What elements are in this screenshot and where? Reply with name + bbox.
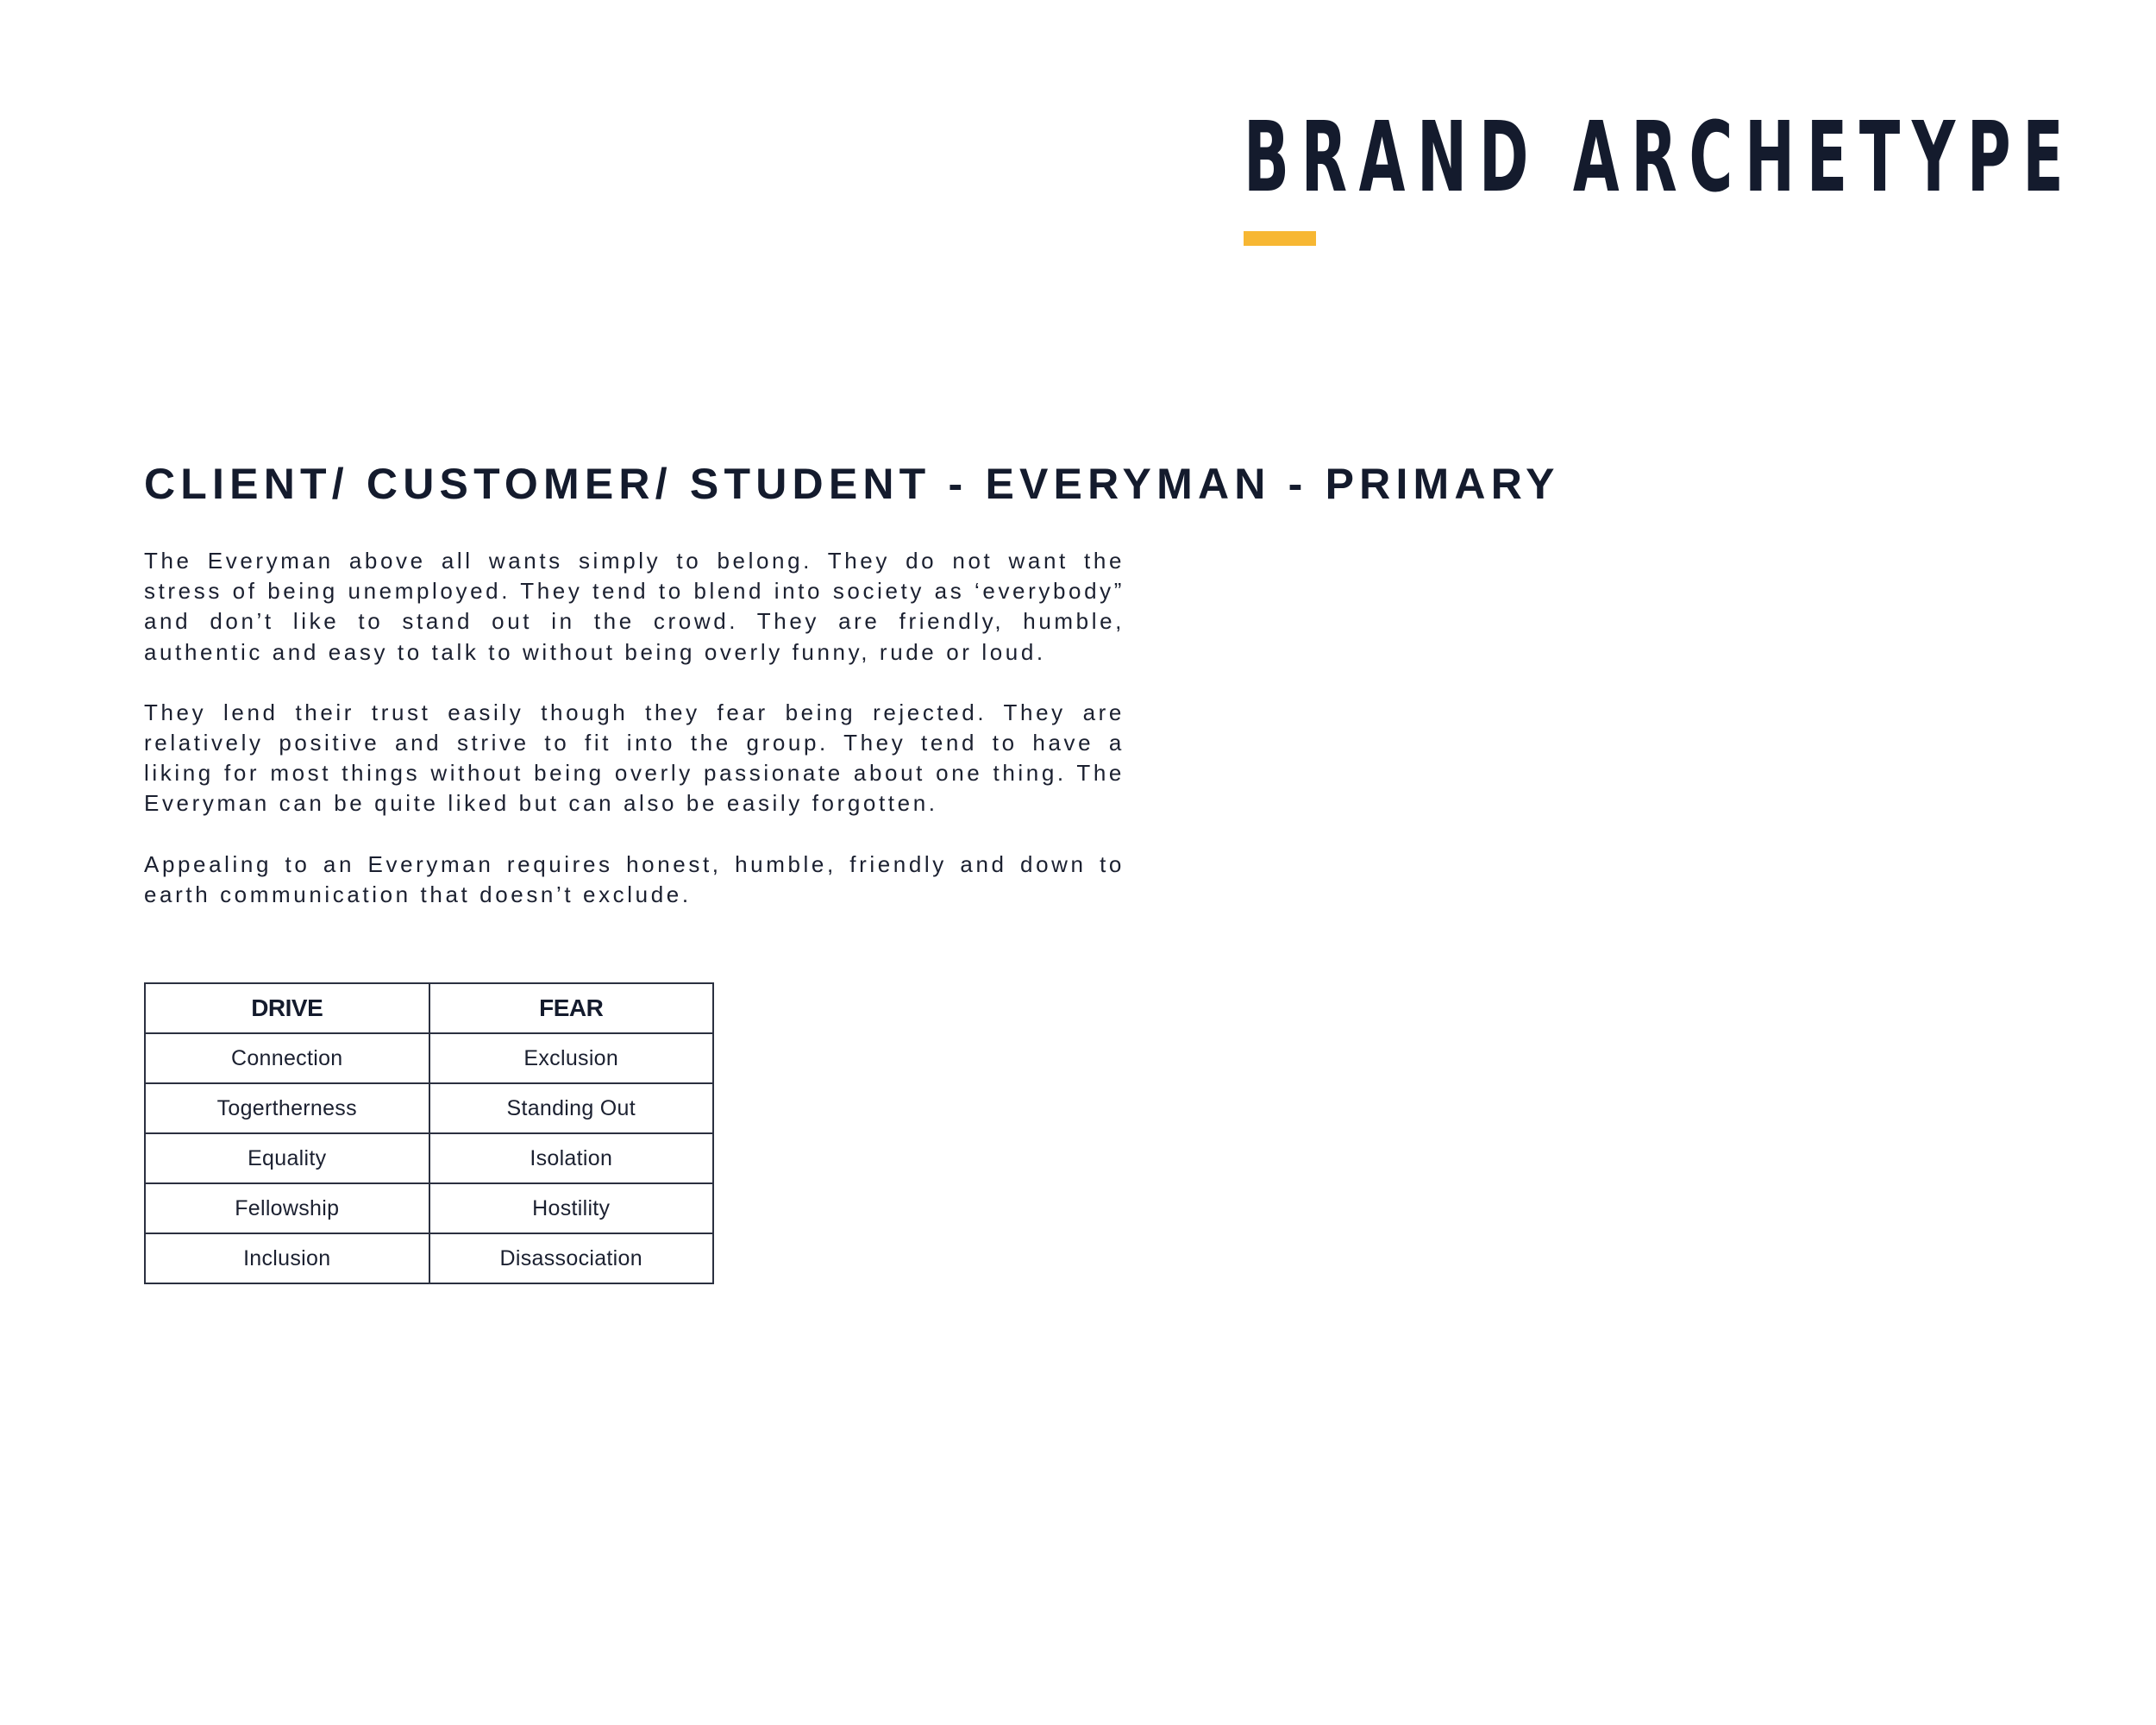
drive-cell: Fellowship xyxy=(145,1183,429,1233)
drive-cell: Inclusion xyxy=(145,1233,429,1283)
title-accent-bar xyxy=(1244,231,1316,246)
fear-cell: Hostility xyxy=(429,1183,714,1233)
table-row xyxy=(145,1083,713,1133)
table-row xyxy=(145,1233,713,1283)
table-row xyxy=(145,1183,713,1233)
fear-column-header: FEAR xyxy=(429,983,714,1033)
drive-fear-table xyxy=(144,982,714,1284)
fear-cell: Disassociation xyxy=(429,1233,714,1283)
paragraph-intro: The Everyman above all wants simply to belong. They do not want the stress of being unemployed. They tend to blend into society as ‘everybody” and don’t like to stand out in the crowd. They are friendly, humble, authentic and easy to talk to without being overly funny, rude or loud. xyxy=(144,548,1125,665)
fear-cell: Exclusion xyxy=(429,1033,714,1083)
fear-cell: Isolation xyxy=(429,1133,714,1183)
table-header-row xyxy=(145,983,713,1033)
drive-column-header: DRIVE xyxy=(145,983,429,1033)
table-row xyxy=(145,1033,713,1083)
page-title: BRAND ARCHETYPE xyxy=(1244,102,2076,214)
paragraph-trust: They lend their trust easily though they fear being rejected. They are relatively positive and strive to fit into the group. They tend to have a liking for most things without being overly passionate about one thing. The Everyman can be quite liked but can also be easily forgotten. xyxy=(144,699,1125,817)
drive-cell: Equality xyxy=(145,1133,429,1183)
body-copy xyxy=(144,546,1125,940)
table-row xyxy=(145,1133,713,1183)
paragraph-appeal: Appealing to an Everyman requires honest, humble, friendly and down to earth communication that doesn’t exclude. xyxy=(144,850,1125,907)
drive-cell: Togertherness xyxy=(145,1083,429,1133)
fear-cell: Standing Out xyxy=(429,1083,714,1133)
drive-cell: Connection xyxy=(145,1033,429,1083)
section-heading: CLIENT/ CUSTOMER/ STUDENT - EVERYMAN - PRIMARY xyxy=(144,460,1560,508)
